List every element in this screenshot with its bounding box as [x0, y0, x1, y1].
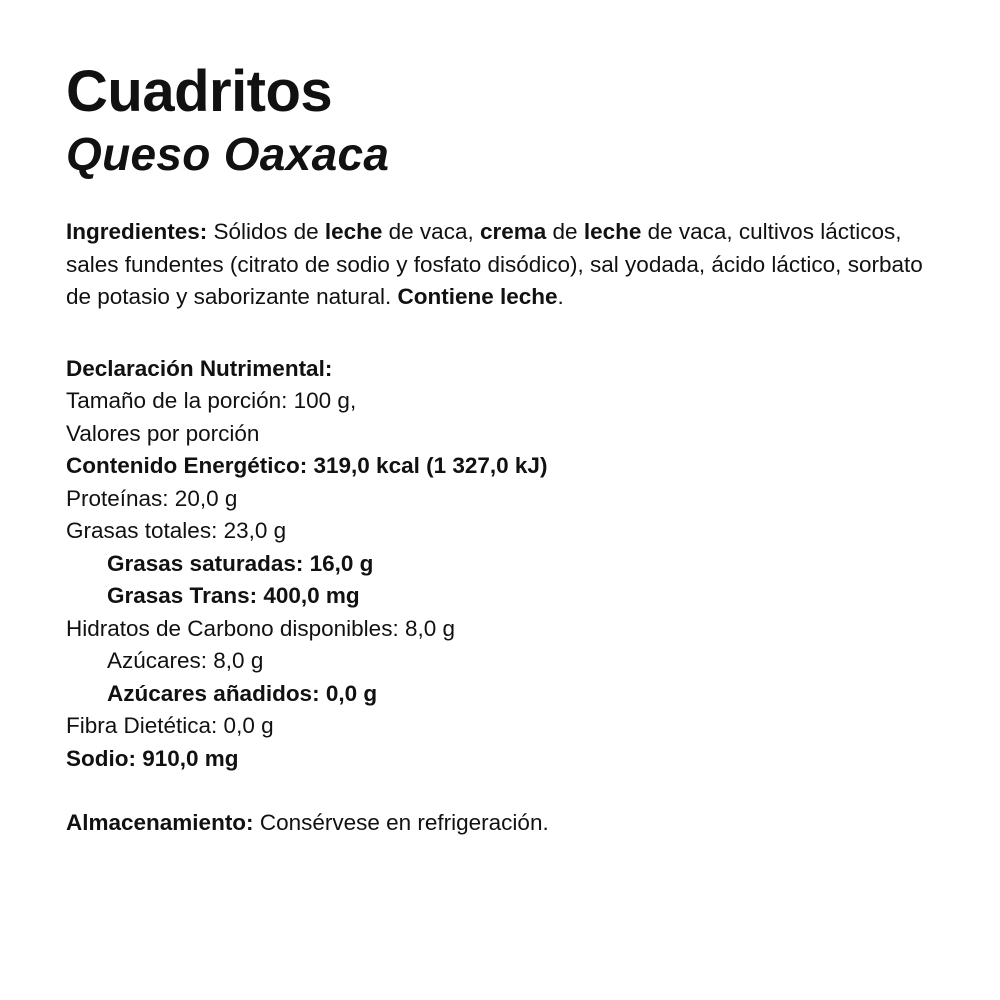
label-sheet: [66, 58, 946, 840]
nutrition-line-energy: Contenido Energético: 319,0 kcal (1 327,0 kJ): [66, 453, 548, 478]
nutrition-heading: Declaración Nutrimental:: [66, 355, 333, 381]
nutrition-line-carbohydrates: Hidratos de Carbono disponibles: 8,0 g: [66, 615, 455, 641]
nutrition-line-total-fat: Grasas totales: 23,0 g: [66, 518, 287, 543]
ingredients-segment: de vaca, cultivos lácticos, sales fundentes (citrato de sodio y fosfato disódico), sal yodada, ácido láctico, sorbato de potasio y saborizante natural.: [66, 219, 923, 309]
nutrition-declaration: [66, 353, 946, 776]
nutrition-line-sugars: Azúcares: 8,0 g: [107, 648, 264, 673]
ingredients-segment: Sólidos de: [207, 219, 325, 244]
ingredients-segment: de vaca,: [382, 219, 480, 244]
storage-label: Almacenamiento:: [66, 810, 254, 835]
nutrition-line-trans-fat: Grasas Trans: 400,0 mg: [107, 583, 360, 608]
nutrition-line-fiber: Fibra Dietética: 0,0 g: [66, 713, 274, 738]
nutrition-line-sodium: Sodio: 910,0 mg: [66, 745, 239, 771]
storage-text: Consérvese en refrigeración.: [253, 810, 549, 835]
product-name: Cuadritos: [66, 59, 333, 124]
nutrition-line-per-serving: Valores por porción: [66, 420, 260, 446]
ingredients-segment-allergen: leche: [583, 219, 642, 244]
nutrition-line-protein: Proteínas: 20,0 g: [66, 485, 238, 511]
storage-instructions: [66, 807, 946, 840]
ingredients-segment-allergen: crema: [479, 219, 547, 244]
product-variety: Queso Oaxaca: [66, 128, 390, 180]
ingredients-segment-allergen: leche: [324, 219, 383, 244]
ingredients-label: Ingredientes:: [66, 219, 208, 244]
ingredients-segment: .: [557, 284, 564, 309]
nutrition-line-added-sugars: Azúcares añadidos: 0,0 g: [107, 680, 378, 706]
ingredients-segment: de: [546, 219, 584, 244]
nutrition-line-serving-size: Tamaño de la porción: 100 g,: [66, 388, 357, 413]
ingredients-paragraph: [66, 216, 941, 314]
allergen-statement: Contiene leche: [397, 284, 558, 309]
nutrition-line-saturated-fat: Grasas saturadas: 16,0 g: [107, 550, 374, 576]
